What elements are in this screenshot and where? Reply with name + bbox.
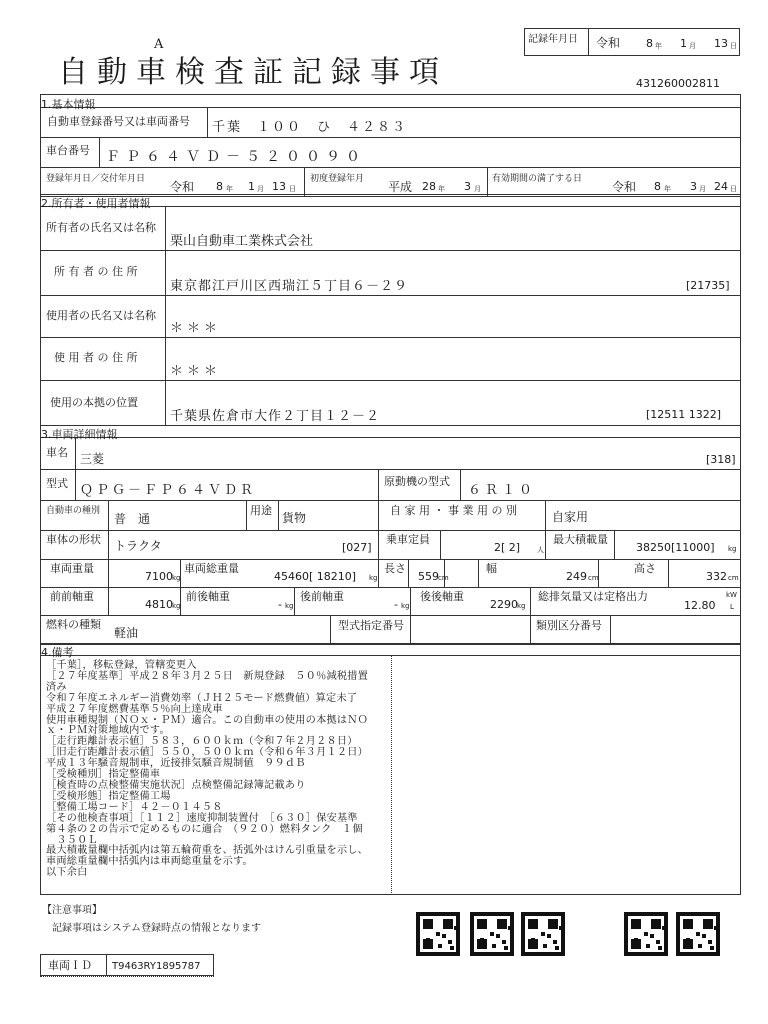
notes-label: 【注意事項】 (42, 905, 102, 916)
ff-axle-label: 前前軸重 (50, 590, 94, 603)
rf-axle-value: - (394, 598, 398, 611)
section-owner-label: 2.所有者・使用者情報 (41, 197, 151, 210)
max-load-label: 最大積載量 (553, 533, 608, 546)
fr-axle-label: 前後軸重 (186, 590, 230, 603)
gross-weight-value: 45460[ 18210] (274, 570, 357, 583)
make-label: 車名 (46, 446, 68, 459)
base-location-code: [12511 1322] (646, 408, 722, 421)
body-value: トラクタ (114, 539, 162, 553)
height-label: 高さ (634, 562, 656, 575)
document-title: 自動車検査証記録事項 (58, 55, 448, 90)
use-label: 用途 (250, 504, 272, 517)
ff-axle-value: 4810 (145, 598, 173, 611)
base-location-value: 千葉県佐倉市大作２丁目１２－２ (170, 409, 381, 424)
weight-label: 車両重量 (50, 562, 94, 575)
fuel-value: 軽油 (114, 626, 139, 640)
type-designation-label: 型式指定番号 (338, 619, 404, 632)
length-label: 長さ (384, 562, 406, 575)
reg-number-label: 自動車登録番号又は車両番号 (47, 115, 190, 128)
kind-label: 自動車の種別 (46, 506, 101, 516)
record-date-month: 1 (680, 37, 687, 50)
capacity-value: 2[ 2] (494, 541, 521, 554)
chassis-value: ＦＰ６４ＶＤ－５２００９０ (106, 149, 366, 165)
qr-icon (416, 912, 460, 956)
engine-label: 原動機の型式 (384, 475, 450, 488)
user-address-value: ＊＊＊ (170, 364, 222, 379)
section-basic-label: 1.基本情報 (41, 98, 96, 111)
engine-value: ６Ｒ１０ (468, 483, 537, 498)
width-value: 249 (566, 570, 587, 583)
user-address-label: 使 用 者 の 住 所 (54, 351, 138, 364)
body-label: 車体の形状 (46, 533, 101, 546)
gross-weight-label: 車両総重量 (184, 562, 239, 575)
displacement-label: 総排気量又は定格出力 (538, 590, 648, 603)
vehicle-id-label: 車両ＩＤ (48, 959, 92, 972)
section-vehicle-label: 3.車両詳細情報 (41, 428, 118, 441)
reg-date-era: 令和 (170, 180, 195, 194)
record-date-day: 13 (714, 37, 728, 50)
displacement-value: 12.80 (684, 599, 716, 612)
owner-name-label: 所有者の氏名又は名称 (46, 221, 156, 234)
base-location-label: 使用の本拠の位置 (50, 396, 138, 409)
record-date-label: 記録年月日 (528, 34, 578, 45)
fr-axle-value: - (278, 598, 282, 611)
qr-icon (470, 912, 514, 956)
first-reg-era: 平成 (388, 180, 413, 194)
max-load-value: 38250[11000] (636, 541, 715, 554)
document-number: 431260002811 (636, 77, 720, 90)
vehicle-id-value: T9463RY1895787 (112, 961, 201, 972)
first-reg-label: 初度登録年月 (310, 174, 365, 184)
mark-a: A (154, 37, 164, 52)
make-value: 三菱 (80, 452, 105, 466)
section-remarks-label: 4.備考 (41, 646, 74, 659)
use-value: 貨物 (282, 511, 307, 525)
qr-icon (624, 912, 668, 956)
weight-value: 7100 (145, 570, 173, 583)
owner-address-code: [21735] (686, 279, 730, 292)
fuel-label: 燃料の種類 (46, 618, 101, 631)
user-name-value: ＊＊＊ (170, 321, 222, 336)
owner-address-label: 所 有 者 の 住 所 (54, 265, 138, 278)
capacity-label: 乗車定員 (386, 533, 430, 546)
height-value: 332 (706, 570, 727, 583)
user-name-label: 使用者の氏名又は名称 (46, 309, 156, 322)
kind-value: 普 通 (114, 512, 151, 526)
remarks-text: ［千葉］，移転登録，管轄変更入 ［２７年度基準］平成２８年３月２５日 新規登録 ５０％減税措置 済み 令和７年度エネルギー消費効率（ＪＨ２５モード燃費値）算定未了 平成２７年度燃費基準５％向上達成車 使用車種規制（ＮＯｘ・ＰＭ）適合。この自動車の使用の本拠はＮＯ ｘ・ＰＭ対策地域内です。 ［走行距離計表示値］５８３，６００ｋｍ（令和７年２月２８日） ［旧走行距離計表示値］５５０，５００ｋｍ（令和６年３月１２日） 平成１３年騒音規制車，近接排気騒音規制値 ９９ｄＢ ［受検種別］指定整備車 ［検査時の点検整備実施状況］点検整備記録簿記載あり ［受検形態］指定整備工場 ［整備工場コード］４２－０１４５８ ［その他検査事項］［１１２］速度抑制装置付 ［６３０］保安基準 第４条の２の告示で定めるものに適合 （９２０）燃料タンク １個 ３５０Ｌ 最大積載量欄中括弧内は第五輪荷重を、括弧外はけん引重量を示し、 車両総重量欄中括弧内は車両総重量を示す。 以下余白 (46, 660, 369, 879)
body-code: [027] (342, 541, 372, 554)
business-label: 自 家 用 ・ 事 業 用 の 別 (390, 504, 517, 517)
width-label: 幅 (486, 562, 497, 575)
expiry-era: 令和 (612, 180, 637, 194)
notes-text: 記録事項はシステム登録時点の情報となります (52, 923, 261, 934)
class-label: 類別区分番号 (536, 619, 602, 632)
make-code: [318] (706, 453, 736, 466)
rr-axle-label: 後後軸重 (420, 590, 464, 603)
model-value: ＱＰＧ－ＦＰ６４ＶＤＲ (80, 483, 257, 498)
length-value: 559 (418, 570, 439, 583)
rr-axle-value: 2290 (490, 598, 518, 611)
record-date-year: 8 (646, 37, 653, 50)
rf-axle-label: 後前軸重 (300, 590, 344, 603)
expiry-label: 有効期間の満了する日 (492, 174, 583, 184)
owner-address-value: 東京都江戸川区西瑞江５丁目６－２９ (170, 279, 409, 294)
model-label: 型式 (46, 477, 68, 490)
qr-icon (676, 912, 720, 956)
reg-number-value: 千葉 １００ ひ ４２８３ (212, 120, 408, 135)
qr-icon (521, 912, 565, 956)
record-date-era: 令和 (596, 36, 621, 50)
reg-date-label: 登録年月日／交付年月日 (46, 174, 146, 184)
chassis-label: 車台番号 (46, 144, 90, 157)
owner-name-value: 栗山自動車工業株式会社 (170, 234, 314, 249)
business-value: 自家用 (552, 510, 589, 524)
